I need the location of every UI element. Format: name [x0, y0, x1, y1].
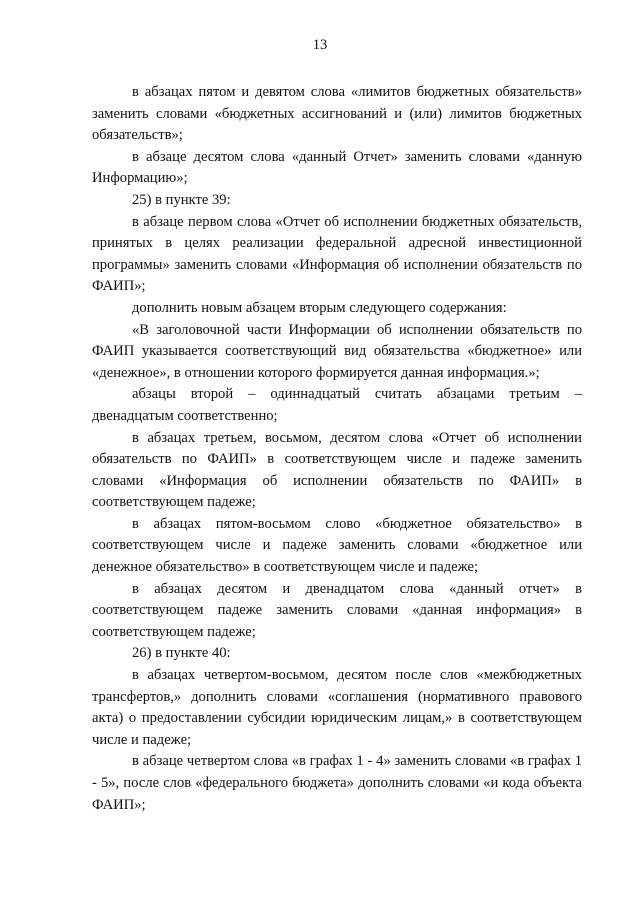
paragraph: в абзацах десятом и двенадцатом слова «данный отчет» в соответствующем падеже заменить словами «данная информация» в соответствующем падеже; — [92, 580, 582, 640]
paragraph: в абзаце первом слова «Отчет об исполнении бюджетных обязательств, принятых в целях реализации федеральной адресной инвестиционной программы» заменить словами «Информация об исполнении обязательств по ФАИП»; — [92, 213, 582, 295]
paragraph: в абзацах пятом-восьмом слово «бюджетное обязательство» в соответствующем числе и падеже заменить словами «бюджетное или денежное обязательство» в соответствующем числе и падеже; — [92, 515, 582, 576]
paragraph: в абзацах третьем, восьмом, десятом слова «Отчет об исполнении обязательств по ФАИП» в соответствующем числе и падеже заменить словами «Информация об исполнении обязательств по ФАИП» в соответствующем падеже; — [92, 429, 582, 511]
quoted-paragraph: «В заголовочной части Информации об исполнении обязательств по ФАИП указывается соответствующий вид обязательства «бюджетное» или «денежное», в отношении которого формируется данная информация.»; — [92, 321, 582, 381]
paragraph: абзацы второй – одиннадцатый считать абзацами третьим – двенадцатым соответственно; — [92, 386, 582, 424]
paragraph: в абзацах четвертом-восьмом, десятом после слов «межбюджетных трансфертов,» дополнить словами «соглашения (нормативного правового акта) о предоставлении субсидии юридическим лицам,» в соответствующем числе и падеже; — [92, 667, 582, 748]
list-item-heading: 25) в пункте 39: — [132, 191, 231, 208]
paragraph: дополнить новым абзацем вторым следующего содержания: — [132, 299, 507, 316]
document-body — [92, 82, 582, 816]
page-number: 13 — [312, 37, 328, 53]
list-item-heading: 26) в пункте 40: — [132, 645, 231, 662]
paragraph: в абзаце четвертом слова «в графах 1 - 4» заменить словами «в графах 1 - 5», после слов «федерального бюджета» дополнить словами «и кода объекта ФАИП»; — [92, 753, 582, 813]
paragraph: в абзацах пятом и девятом слова «лимитов бюджетных обязательств» заменить словами «бюджетных ассигнований и (или) лимитов бюджетных обязательств»; — [92, 84, 582, 144]
paragraph: в абзаце десятом слова «данный Отчет» заменить словами «данную Информацию»; — [92, 148, 582, 187]
